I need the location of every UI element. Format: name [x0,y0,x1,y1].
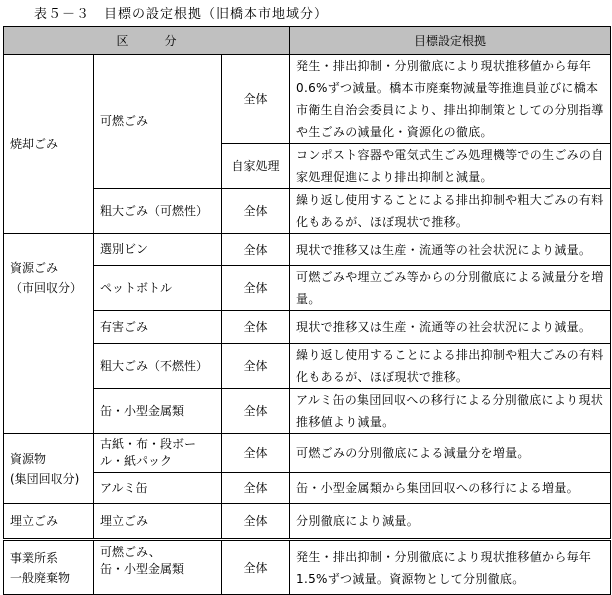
scope-cell: 全体 [222,266,290,311]
scope-cell: 自家処理 [222,144,290,189]
basis-cell: 可燃ごみの分別徹底による減量分を増量。 [290,434,611,473]
category-line: 資源物 [10,451,47,466]
scope-cell: 全体 [222,55,290,144]
subcategory-cell: アルミ缶 [94,473,222,504]
table-row [4,540,611,595]
category-cell: 埋立ごみ [4,504,94,540]
table-row [4,504,611,540]
table-row [4,266,611,311]
basis-cell: アルミ缶の集団回収への移行による分別徹底により現状推移値より減量。 [290,389,611,434]
category-line: （市回収分） [10,281,83,295]
category-cell: 焼却ごみ [4,55,94,234]
table-title: 表５－３ 目標の設定根拠（旧橋本市地域分） [34,7,329,22]
target-basis-table [3,26,611,595]
table-row [4,389,611,434]
basis-cell: 現状で推移又は生産・流通等の社会状況により減量。 [290,311,611,344]
table-row [4,311,611,344]
table-row [4,434,611,473]
category-line: 事業所系 [10,550,59,565]
category-line: (集団回収分) [10,471,80,486]
basis-cell: 発生・排出抑制・分別徹底により現状推移値から毎年 1.5%ずつ減量。資源物として分別徹底。 [290,540,611,595]
scope-cell: 全体 [222,504,290,540]
table-row [4,473,611,504]
header-basis: 目標設定根拠 [290,27,611,55]
table-row [4,189,611,234]
basis-cell: 分別徹底により減量。 [290,504,611,540]
subcategory-cell: 選別ビン [94,234,222,266]
basis-cell: 発生・排出抑制・分別徹底により現状推移値から毎年 0.6%ずつ減量。橋本市廃棄物減量等推進員並びに橋本市衛生自治会委員により、排出抑制策としての分別指導や生ごみの減量化・資源化の徹底。 [290,55,611,144]
basis-cell: 現状で推移又は生産・流通等の社会状況により減量。 [290,234,611,266]
scope-cell: 全体 [222,344,290,389]
table-row [4,55,611,144]
subcategory-cell: 缶・小型金属類 [94,389,222,434]
basis-cell: 繰り返し使用することによる排出抑制や粗大ごみの有料化もあるが、ほぼ現状で推移。 [290,344,611,389]
subcategory-cell: 埋立ごみ [94,504,222,540]
basis-cell: 缶・小型金属類から集団回収への移行による増量。 [290,473,611,504]
basis-cell: コンポスト容器や電気式生ごみ処理機等での生ごみの自家処理促進により排出抑制と減量。 [290,144,611,189]
basis-cell: 繰り返し使用することによる排出抑制や粗大ごみの有料化もあるが、ほぼ現状で推移。 [290,189,611,234]
subcategory-line: 缶・小型金属類 [100,562,185,576]
scope-cell: 全体 [222,311,290,344]
category-cell [4,540,94,595]
scope-cell: 全体 [222,434,290,473]
scope-cell: 全体 [222,473,290,504]
basis-cell: 可燃ごみや埋立ごみ等からの分別徹底による減量分を増量。 [290,266,611,311]
scope-cell: 全体 [222,189,290,234]
category-line: 一般廃棄物 [10,570,71,585]
table-row [4,344,611,389]
category-cell [4,234,94,434]
category-cell [4,434,94,504]
subcategory-line: 可燃ごみ、 [100,545,161,559]
subcategory-line: ル・紙パック [100,454,173,468]
header-category: 区 分 [4,27,290,55]
scope-cell: 全体 [222,389,290,434]
subcategory-cell: ペットボトル [94,266,222,311]
table-row [4,234,611,266]
subcategory-cell: 粗大ごみ（可燃性） [94,189,222,234]
subcategory-cell [94,540,222,595]
subcategory-line: 古紙・布・段ボー [100,437,197,451]
subcategory-cell: 有害ごみ [94,311,222,344]
subcategory-cell [94,434,222,473]
scope-cell: 全体 [222,234,290,266]
category-line: 資源ごみ [10,261,59,275]
scope-cell: 全体 [222,540,290,595]
subcategory-cell: 粗大ごみ（不燃性） [94,344,222,389]
header-row [4,27,611,55]
subcategory-cell: 可燃ごみ [94,55,222,189]
